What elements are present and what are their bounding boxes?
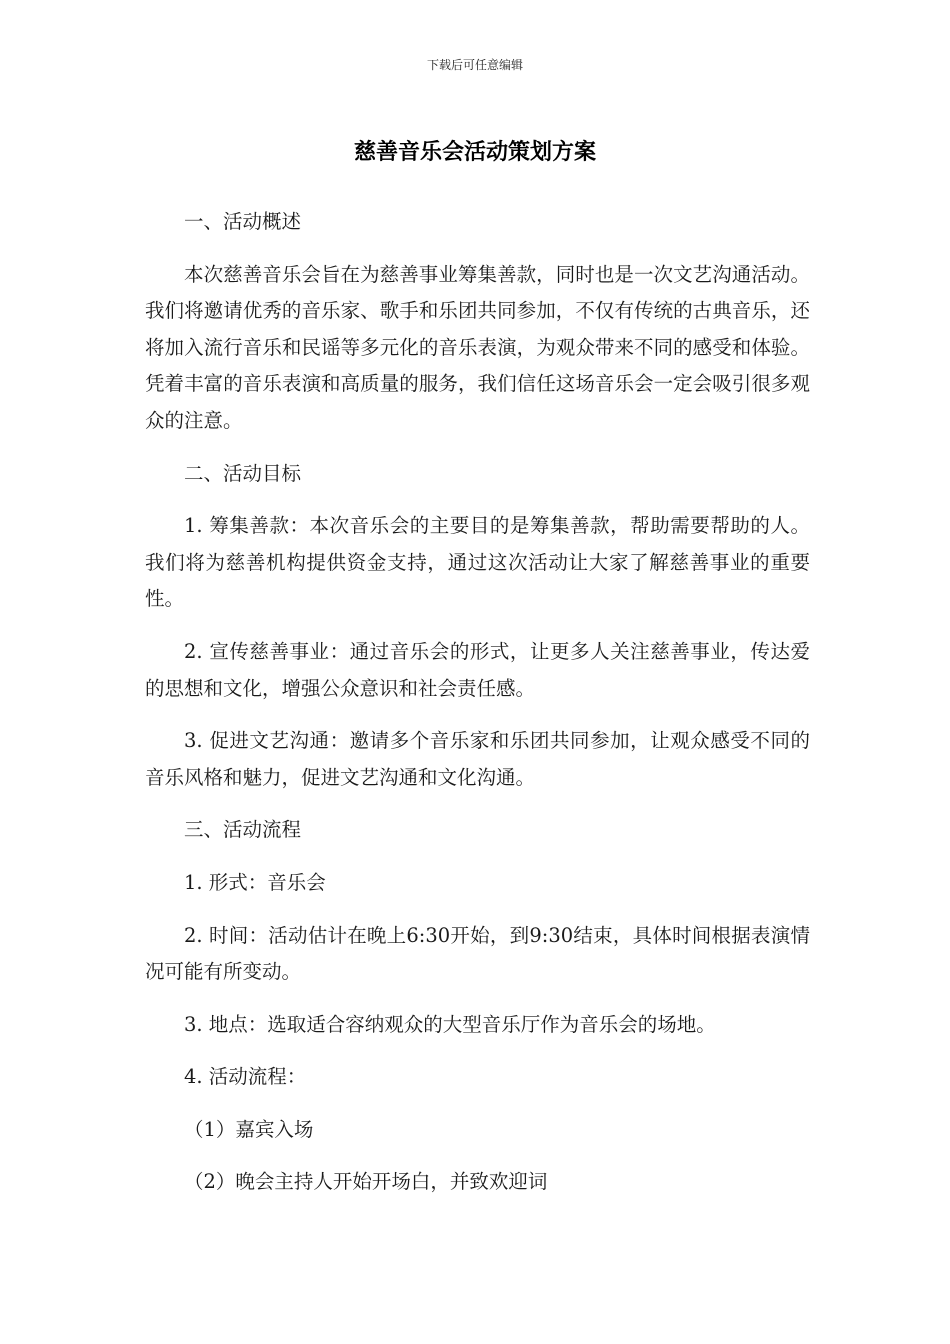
- section-heading-overview: 一、活动概述: [184, 210, 302, 233]
- goal-item-exchange: 3. 促进文艺沟通：邀请多个音乐家和乐团共同参加，让观众感受不同的音乐风格和魅力，促进文艺沟通和文化沟通。: [145, 729, 810, 789]
- goal-item-promotion: 2. 宣传慈善事业：通过音乐会的形式，让更多人关注慈善事业，传达爱的思想和文化，增强公众意识和社会责任感。: [145, 639, 810, 700]
- section-heading-process: 三、活动流程: [184, 818, 302, 842]
- page-header-note: 下载后可任意编辑: [426, 58, 523, 72]
- goal-item-fundraising: 1. 筹集善款：本次音乐会的主要目的是筹集善款，帮助需要帮助的人。我们将为慈善机构提供资金支持，通过这次活动让大家了解慈善事业的重要性。: [145, 514, 810, 611]
- process-item-flow: 4. 活动流程：: [184, 1065, 307, 1089]
- flow-step-guest-entry: （1）嘉宾入场: [184, 1117, 314, 1141]
- section-heading-goals: 二、活动目标: [184, 461, 302, 485]
- process-item-venue: 3. 地点：选取适合容纳观众的大型音乐厅作为音乐会的场地。: [184, 1012, 716, 1036]
- process-item-time: 2. 时间：活动估计在晚上6:30开始，到9:30结束，具体时间根据表演情况可能有所变动。: [145, 923, 810, 984]
- flow-step-opening: （2）晚会主持人开始开场白，并致欢迎词: [184, 1170, 548, 1194]
- overview-paragraph: 本次慈善音乐会旨在为慈善事业筹集善款，同时也是一次文艺沟通活动。我们将邀请优秀的音乐家、歌手和乐团共同参加，不仅有传统的古典音乐，还将加入流行音乐和民谣等多元化的音乐表演，为观众带来不同的感受和体验。凭着丰富的音乐表演和高质量的服务，我们信任这场音乐会一定会吸引很多观众的注意。: [145, 262, 810, 432]
- process-item-format: 1. 形式：音乐会: [184, 870, 326, 894]
- document-title: 慈善音乐会活动策划方案: [353, 140, 596, 165]
- document-body: [145, 204, 810, 1217]
